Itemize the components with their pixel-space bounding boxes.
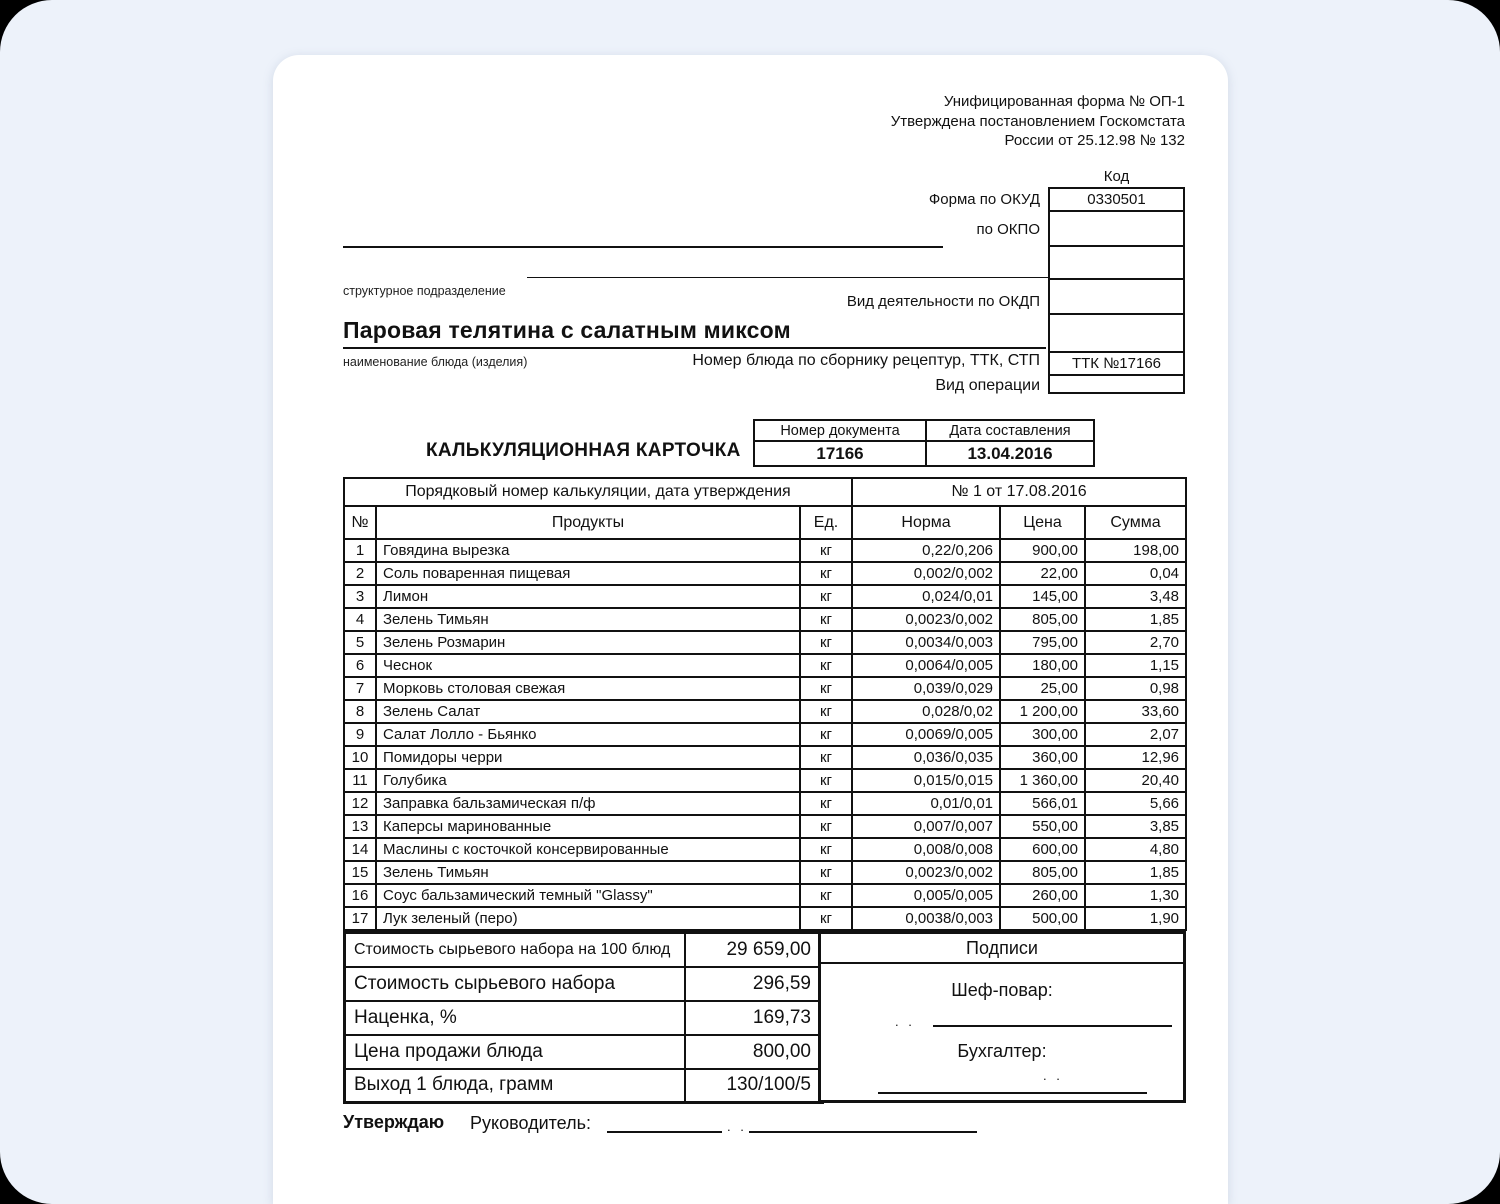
document-number-box (753, 419, 1095, 467)
chef-signature-dots: . . (895, 1014, 915, 1029)
product-norm: 0,015/0,015 (852, 769, 1000, 792)
empty-code-cell (1050, 247, 1183, 280)
structural-unit-caption: структурное подразделение (343, 284, 506, 298)
accountant-signature-dots: . . (1043, 1068, 1063, 1083)
product-row-number: 15 (344, 861, 376, 884)
product-name: Морковь столовая свежая (376, 677, 800, 700)
product-row (344, 815, 1186, 838)
product-name: Голубика (376, 769, 800, 792)
product-unit: кг (800, 884, 852, 907)
totals-table (343, 931, 824, 1104)
product-row (344, 746, 1186, 769)
product-row-number: 10 (344, 746, 376, 769)
product-row (344, 861, 1186, 884)
product-sum: 4,80 (1085, 838, 1186, 861)
product-norm: 0,0038/0,003 (852, 907, 1000, 930)
product-unit: кг (800, 700, 852, 723)
product-price: 260,00 (1000, 884, 1085, 907)
product-row (344, 700, 1186, 723)
col-header-sum: Сумма (1085, 506, 1186, 539)
dish-name-caption: наименование блюда (изделия) (343, 355, 528, 369)
signatures-title: Подписи (821, 934, 1183, 964)
product-unit: кг (800, 677, 852, 700)
totals-row (345, 967, 823, 1001)
product-price: 900,00 (1000, 539, 1085, 562)
product-sum: 3,48 (1085, 585, 1186, 608)
product-name: Соус бальзамический темный "Glassy" (376, 884, 800, 907)
product-row-number: 12 (344, 792, 376, 815)
product-norm: 0,036/0,035 (852, 746, 1000, 769)
product-row (344, 792, 1186, 815)
product-unit: кг (800, 723, 852, 746)
product-row (344, 907, 1186, 930)
product-unit: кг (800, 608, 852, 631)
product-sum: 198,00 (1085, 539, 1186, 562)
head-label: Руководитель: (470, 1113, 591, 1133)
totals-value: 130/100/5 (685, 1069, 823, 1103)
product-unit: кг (800, 654, 852, 677)
product-row (344, 769, 1186, 792)
product-name: Маслины с косточкой консервированные (376, 838, 800, 861)
document-title: КАЛЬКУЛЯЦИОННАЯ КАРТОЧКА (426, 440, 741, 461)
product-sum: 2,07 (1085, 723, 1186, 746)
product-row (344, 562, 1186, 585)
totals-row (345, 1001, 823, 1035)
product-row-number: 14 (344, 838, 376, 861)
approve-label: Утверждаю (343, 1112, 445, 1132)
product-name: Помидоры черри (376, 746, 800, 769)
product-price: 360,00 (1000, 746, 1085, 769)
product-row-number: 11 (344, 769, 376, 792)
product-row (344, 723, 1186, 746)
product-price: 550,00 (1000, 815, 1085, 838)
product-unit: кг (800, 792, 852, 815)
product-unit: кг (800, 838, 852, 861)
product-row-number: 1 (344, 539, 376, 562)
recipe-number-label: Номер блюда по сборнику рецептур, ТТК, СТП (692, 352, 1040, 369)
totals-label: Стоимость сырьевого набора (345, 967, 685, 1001)
product-name: Зелень Салат (376, 700, 800, 723)
operation-type-label: Вид операции (935, 377, 1040, 394)
product-price: 180,00 (1000, 654, 1085, 677)
product-norm: 0,0034/0,003 (852, 631, 1000, 654)
product-norm: 0,0064/0,005 (852, 654, 1000, 677)
product-row (344, 539, 1186, 562)
product-row-number: 4 (344, 608, 376, 631)
totals-row (345, 933, 823, 967)
product-norm: 0,005/0,005 (852, 884, 1000, 907)
product-row-number: 17 (344, 907, 376, 930)
product-norm: 0,039/0,029 (852, 677, 1000, 700)
product-unit: кг (800, 539, 852, 562)
okud-code-cell: 0330501 (1050, 189, 1183, 212)
product-price: 566,01 (1000, 792, 1085, 815)
empty-code-cell (1050, 315, 1183, 353)
doc-date-value: 13.04.2016 (926, 441, 1094, 466)
product-name: Лук зеленый (перо) (376, 907, 800, 930)
product-row (344, 677, 1186, 700)
product-name: Соль поваренная пищевая (376, 562, 800, 585)
product-unit: кг (800, 861, 852, 884)
product-norm: 0,007/0,007 (852, 815, 1000, 838)
col-header-num: № (344, 506, 376, 539)
product-norm: 0,01/0,01 (852, 792, 1000, 815)
product-price: 25,00 (1000, 677, 1085, 700)
calc-order-value: № 1 от 17.08.2016 (852, 478, 1186, 506)
product-sum: 0,04 (1085, 562, 1186, 585)
product-sum: 1,85 (1085, 861, 1186, 884)
product-unit: кг (800, 631, 852, 654)
doc-number-header: Номер документа (754, 420, 926, 441)
product-row-number: 9 (344, 723, 376, 746)
product-name: Лимон (376, 585, 800, 608)
product-unit: кг (800, 746, 852, 769)
product-row (344, 884, 1186, 907)
code-column-title: Код (1103, 168, 1130, 185)
accountant-label: Бухгалтер: (957, 1041, 1047, 1061)
product-sum: 5,66 (1085, 792, 1186, 815)
product-sum: 1,85 (1085, 608, 1186, 631)
product-unit: кг (800, 815, 852, 838)
dish-name: Паровая телятина с салатным миксом (343, 317, 791, 343)
product-row-number: 13 (344, 815, 376, 838)
form-reference-line-3: России от 25.12.98 № 132 (1004, 132, 1185, 149)
product-sum: 12,96 (1085, 746, 1186, 769)
product-norm: 0,024/0,01 (852, 585, 1000, 608)
product-price: 805,00 (1000, 608, 1085, 631)
totals-value: 169,73 (685, 1001, 823, 1035)
calc-order-label: Порядковый номер калькуляции, дата утверждения (344, 478, 852, 506)
products-body (344, 539, 1186, 930)
doc-date-header: Дата составления (926, 420, 1094, 441)
product-unit: кг (800, 585, 852, 608)
product-norm: 0,0023/0,002 (852, 608, 1000, 631)
okdp-label: Вид деятельности по ОКДП (846, 293, 1040, 310)
dish-name-underline (343, 347, 1046, 349)
okud-label: Форма по ОКУД (928, 191, 1040, 208)
col-header-price: Цена (1000, 506, 1085, 539)
structural-unit-blank-line (527, 277, 1048, 278)
product-price: 1 200,00 (1000, 700, 1085, 723)
head-name-line (749, 1131, 977, 1133)
chef-signature-line (933, 1025, 1172, 1027)
doc-number-value: 17166 (754, 441, 926, 466)
product-sum: 1,15 (1085, 654, 1186, 677)
col-header-norm: Норма (852, 506, 1000, 539)
col-header-unit: Ед. (800, 506, 852, 539)
product-row (344, 838, 1186, 861)
head-signature-line (607, 1131, 722, 1133)
product-row-number: 3 (344, 585, 376, 608)
product-price: 805,00 (1000, 861, 1085, 884)
totals-label: Наценка, % (345, 1001, 685, 1035)
product-norm: 0,0069/0,005 (852, 723, 1000, 746)
totals-value: 29 659,00 (685, 933, 823, 967)
product-sum: 33,60 (1085, 700, 1186, 723)
okdp-code-cell (1050, 280, 1183, 315)
product-row (344, 654, 1186, 677)
product-norm: 0,008/0,008 (852, 838, 1000, 861)
product-name: Салат Лолло - Бьянко (376, 723, 800, 746)
organization-blank-line (343, 246, 943, 248)
product-name: Зелень Тимьян (376, 861, 800, 884)
operation-code-cell (1050, 376, 1183, 392)
totals-value: 800,00 (685, 1035, 823, 1069)
totals-label: Выход 1 блюда, грамм (345, 1069, 685, 1103)
product-norm: 0,002/0,002 (852, 562, 1000, 585)
product-row-number: 6 (344, 654, 376, 677)
product-price: 500,00 (1000, 907, 1085, 930)
product-sum: 1,90 (1085, 907, 1186, 930)
product-name: Зелень Розмарин (376, 631, 800, 654)
col-header-product: Продукты (376, 506, 800, 539)
signatures-block (818, 931, 1186, 1103)
product-price: 600,00 (1000, 838, 1085, 861)
product-norm: 0,028/0,02 (852, 700, 1000, 723)
product-row (344, 585, 1186, 608)
product-name: Чеснок (376, 654, 800, 677)
product-row (344, 608, 1186, 631)
okpo-label: по ОКПО (976, 221, 1040, 238)
product-row-number: 7 (344, 677, 376, 700)
okpo-code-cell (1050, 212, 1183, 247)
product-sum: 2,70 (1085, 631, 1186, 654)
accountant-signature-line (878, 1092, 1147, 1094)
totals-body (345, 933, 823, 1103)
head-signature-dots: . . (727, 1119, 747, 1134)
totals-label: Стоимость сырьевого набора на 100 блюд (345, 933, 685, 967)
form-reference-line-1: Унифицированная форма № ОП-1 (943, 93, 1185, 110)
product-price: 300,00 (1000, 723, 1085, 746)
totals-value: 296,59 (685, 967, 823, 1001)
product-row-number: 8 (344, 700, 376, 723)
product-price: 795,00 (1000, 631, 1085, 654)
product-sum: 1,30 (1085, 884, 1186, 907)
totals-row (345, 1069, 823, 1103)
form-reference-line-2: Утверждена постановлением Госкомстата (890, 112, 1185, 130)
form-reference (891, 92, 1185, 151)
product-unit: кг (800, 562, 852, 585)
product-name: Зелень Тимьян (376, 608, 800, 631)
product-sum: 3,85 (1085, 815, 1186, 838)
products-table (343, 477, 1187, 931)
code-box-column (1048, 187, 1185, 394)
product-sum: 20,40 (1085, 769, 1186, 792)
product-row (344, 631, 1186, 654)
product-unit: кг (800, 769, 852, 792)
totals-row (345, 1035, 823, 1069)
chef-label: Шеф-повар: (951, 980, 1053, 1000)
product-row-number: 16 (344, 884, 376, 907)
product-row-number: 5 (344, 631, 376, 654)
product-sum: 0,98 (1085, 677, 1186, 700)
product-price: 22,00 (1000, 562, 1085, 585)
product-price: 1 360,00 (1000, 769, 1085, 792)
product-name: Заправка бальзамическая п/ф (376, 792, 800, 815)
product-norm: 0,0023/0,002 (852, 861, 1000, 884)
product-name: Говядина вырезка (376, 539, 800, 562)
ttk-number-cell: ТТК №17166 (1050, 353, 1183, 376)
totals-label: Цена продажи блюда (345, 1035, 685, 1069)
product-unit: кг (800, 907, 852, 930)
product-row-number: 2 (344, 562, 376, 585)
product-name: Каперсы маринованные (376, 815, 800, 838)
product-price: 145,00 (1000, 585, 1085, 608)
product-norm: 0,22/0,206 (852, 539, 1000, 562)
